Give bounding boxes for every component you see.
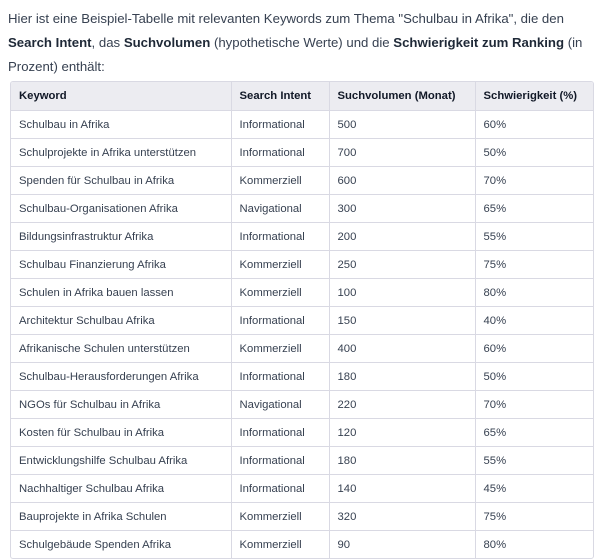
- intro-bold-suchvolumen: Suchvolumen: [123, 35, 211, 50]
- cell-search-intent: Navigational: [231, 195, 329, 223]
- cell-search-intent: Informational: [231, 223, 329, 251]
- cell-suchvolumen: 600: [329, 167, 475, 195]
- cell-search-intent: Informational: [231, 307, 329, 335]
- table-row: [11, 419, 594, 447]
- cell-suchvolumen: 200: [329, 223, 475, 251]
- cell-keyword: Spenden für Schulbau in Afrika: [11, 167, 231, 195]
- intro-text-2: , das: [91, 35, 124, 50]
- cell-search-intent: Kommerziell: [231, 167, 329, 195]
- intro-text-4: (in Prozent) enthält:: [8, 35, 583, 74]
- cell-keyword: Entwicklungshilfe Schulbau Afrika: [11, 447, 231, 475]
- table-header: [11, 82, 594, 111]
- table-body: [11, 111, 594, 559]
- cell-search-intent: Kommerziell: [231, 531, 329, 559]
- keyword-table-container: [10, 81, 594, 559]
- cell-search-intent: Kommerziell: [231, 279, 329, 307]
- header-search-intent: Search Intent: [231, 82, 329, 111]
- cell-keyword: NGOs für Schulbau in Afrika: [11, 391, 231, 419]
- cell-schwierigkeit: 70%: [475, 391, 594, 419]
- header-schwierigkeit: Schwierigkeit (%): [475, 82, 594, 111]
- cell-suchvolumen: 100: [329, 279, 475, 307]
- table-row: [11, 363, 594, 391]
- table-row: [11, 531, 594, 559]
- table-row: [11, 447, 594, 475]
- table-row: [11, 111, 594, 139]
- cell-suchvolumen: 90: [329, 531, 475, 559]
- cell-schwierigkeit: 65%: [475, 419, 594, 447]
- cell-keyword: Schulen in Afrika bauen lassen: [11, 279, 231, 307]
- cell-search-intent: Informational: [231, 111, 329, 139]
- table-row: [11, 167, 594, 195]
- table-row: [11, 139, 594, 167]
- cell-keyword: Schulprojekte in Afrika unterstützen: [11, 139, 231, 167]
- cell-search-intent: Informational: [231, 139, 329, 167]
- cell-suchvolumen: 700: [329, 139, 475, 167]
- keyword-table: [11, 82, 594, 558]
- table-row: [11, 503, 594, 531]
- table-row: [11, 223, 594, 251]
- intro-text-3: (hypothetische Werte) und die: [210, 35, 394, 50]
- cell-keyword: Nachhaltiger Schulbau Afrika: [11, 475, 231, 503]
- cell-suchvolumen: 400: [329, 335, 475, 363]
- cell-keyword: Schulbau in Afrika: [11, 111, 231, 139]
- cell-suchvolumen: 180: [329, 447, 475, 475]
- cell-schwierigkeit: 60%: [475, 335, 594, 363]
- header-keyword: Keyword: [11, 82, 231, 111]
- table-row: [11, 279, 594, 307]
- intro-paragraph: [8, 7, 593, 79]
- table-row: [11, 195, 594, 223]
- cell-search-intent: Kommerziell: [231, 335, 329, 363]
- header-suchvolumen: Suchvolumen (Monat): [329, 82, 475, 111]
- cell-suchvolumen: 320: [329, 503, 475, 531]
- cell-schwierigkeit: 40%: [475, 307, 594, 335]
- cell-keyword: Architektur Schulbau Afrika: [11, 307, 231, 335]
- cell-suchvolumen: 300: [329, 195, 475, 223]
- table-row: [11, 391, 594, 419]
- cell-keyword: Schulbau Finanzierung Afrika: [11, 251, 231, 279]
- cell-keyword: Afrikanische Schulen unterstützen: [11, 335, 231, 363]
- cell-schwierigkeit: 60%: [475, 111, 594, 139]
- table-row: [11, 251, 594, 279]
- cell-search-intent: Informational: [231, 475, 329, 503]
- cell-keyword: Schulgebäude Spenden Afrika: [11, 531, 231, 559]
- cell-suchvolumen: 220: [329, 391, 475, 419]
- cell-schwierigkeit: 80%: [475, 279, 594, 307]
- cell-suchvolumen: 150: [329, 307, 475, 335]
- cell-search-intent: Informational: [231, 447, 329, 475]
- cell-keyword: Bildungsinfrastruktur Afrika: [11, 223, 231, 251]
- cell-suchvolumen: 140: [329, 475, 475, 503]
- table-row: [11, 335, 594, 363]
- cell-suchvolumen: 250: [329, 251, 475, 279]
- cell-schwierigkeit: 50%: [475, 363, 594, 391]
- cell-search-intent: Navigational: [231, 391, 329, 419]
- cell-suchvolumen: 500: [329, 111, 475, 139]
- cell-schwierigkeit: 80%: [475, 531, 594, 559]
- cell-schwierigkeit: 50%: [475, 139, 594, 167]
- cell-schwierigkeit: 65%: [475, 195, 594, 223]
- intro-bold-schwierigkeit: Schwierigkeit zum Ranking: [393, 35, 565, 50]
- cell-schwierigkeit: 45%: [475, 475, 594, 503]
- cell-search-intent: Informational: [231, 363, 329, 391]
- cell-search-intent: Kommerziell: [231, 503, 329, 531]
- cell-schwierigkeit: 55%: [475, 447, 594, 475]
- table-row: [11, 307, 594, 335]
- intro-text-1: Hier ist eine Beispiel-Tabelle mit relevanten Keywords zum Thema "Schulbau in Afrika", die den: [8, 11, 564, 26]
- table-row: [11, 475, 594, 503]
- cell-keyword: Kosten für Schulbau in Afrika: [11, 419, 231, 447]
- cell-schwierigkeit: 55%: [475, 223, 594, 251]
- cell-keyword: Bauprojekte in Afrika Schulen: [11, 503, 231, 531]
- cell-search-intent: Kommerziell: [231, 251, 329, 279]
- cell-schwierigkeit: 75%: [475, 503, 594, 531]
- table-header-row: [11, 82, 594, 111]
- cell-schwierigkeit: 75%: [475, 251, 594, 279]
- cell-keyword: Schulbau-Herausforderungen Afrika: [11, 363, 231, 391]
- cell-schwierigkeit: 70%: [475, 167, 594, 195]
- cell-suchvolumen: 120: [329, 419, 475, 447]
- intro-bold-search-intent: Search Intent: [8, 35, 92, 50]
- cell-suchvolumen: 180: [329, 363, 475, 391]
- cell-search-intent: Informational: [231, 419, 329, 447]
- cell-keyword: Schulbau-Organisationen Afrika: [11, 195, 231, 223]
